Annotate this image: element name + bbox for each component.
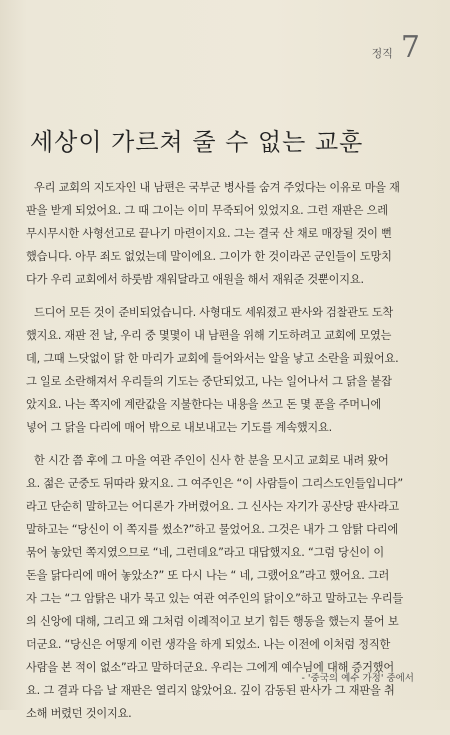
text-line: 그 일로 소란해져서 우리들의 기도는 중단되었고, 나는 일어나서 그 닭을 붙잡 — [26, 375, 392, 388]
paragraph-2 — [26, 301, 434, 439]
text-line: 았지요. 나는 쪽지에 계란값을 지불한다는 내용을 쓰고 돈 몇 푼을 주머니에 — [26, 398, 382, 411]
paragraph-1 — [26, 176, 434, 291]
text-line: 더군요. “당신은 어떻게 이런 생각을 하게 되었소. 나는 이전에 이처럼 정직한 — [26, 638, 391, 651]
text-line: 했지요. 재판 전 날, 우리 중 몇몇이 내 남편을 위해 기도하려고 교회에 모였는 — [26, 329, 392, 342]
text-line: 데, 그때 느닷없이 닭 한 마리가 교회에 들어와서는 알을 낳고 소란을 피웠어요. — [26, 352, 399, 365]
text-line: 넣어 그 닭을 다리에 매어 밖으로 내보내고는 기도를 계속했지요. — [26, 421, 332, 434]
text-line: 했습니다. 아무 죄도 없었는데 말이에요. 그이가 한 것이라곤 군인들이 도망치 — [26, 250, 392, 263]
section-label: 정직 — [371, 47, 393, 60]
text-line: 요. 젊은 군중도 뒤따라 왔지요. 그 여주인은 “이 사람들이 그리스도인들입니다” — [26, 477, 403, 490]
text-line: 말하고는 “당신이 이 쪽지를 썼소?”하고 물었어요. 그것은 내가 그 암탉 다리에 — [26, 523, 399, 536]
text-line: 라고 단순히 말하고는 어디론가 가버렸어요. 그 신사는 자기가 공산당 판사라고 — [26, 500, 399, 513]
body-text — [26, 176, 434, 735]
source-citation: - '중국의 예수 가정' 중에서 — [301, 673, 414, 684]
text-line: 드디어 모든 것이 준비되었습니다. 사형대도 세워졌고 판사와 검찰관도 도착 — [34, 306, 394, 319]
text-line: 우리 교회의 지도자인 내 남편은 국부군 병사를 숨겨 주었다는 이유로 마을 재 — [34, 181, 400, 194]
page-number: 7 — [400, 30, 420, 65]
text-line: 소해 버렸던 것이지요. — [26, 707, 132, 720]
text-line: 돈을 닭다리에 매어 놓았소?” 또 다시 나는 “ 네, 그랬어요”라고 했어요. 그러 — [26, 569, 390, 582]
text-line: 요. 그 결과 다음 날 재판은 열리지 않았어요. 깊이 감동된 판사가 그 재판을 취 — [26, 684, 395, 697]
text-line: 자 그는 “그 암탉은 내가 묵고 있는 여관 여주인의 닭이오”하고 말하고는 우리들 — [26, 592, 403, 605]
text-line: 다가 우리 교회에서 하룻밤 재워달라고 애원을 해서 재워준 것뿐이지요. — [26, 273, 364, 286]
page-header — [372, 30, 420, 65]
chapter-title: 세상이 가르쳐 줄 수 없는 교훈 — [30, 128, 364, 157]
text-line: 무시무시한 사형선고로 끝나기 마련이지요. 그는 결국 산 채로 매장될 것이 뻔 — [26, 227, 392, 240]
text-line: 사람을 본 적이 없소”라고 말하더군요. 우리는 그에게 예수님에 대해 증거했어 — [26, 661, 394, 674]
text-line: 의 신앙에 대해, 그리고 왜 그처럼 이례적이고 보기 힘든 행동을 했는지 물어 보 — [26, 615, 399, 628]
text-line: 묶어 놓았던 쪽지였으므로 “네, 그런데요”라고 대답했지요. “그럼 당신이 이 — [26, 546, 384, 559]
text-line: 판을 받게 되었어요. 그 때 그이는 이미 무죽되어 있었지요. 그런 재판은 으레 — [26, 204, 388, 217]
text-line: 한 시간 쯤 후에 그 마을 여관 주인이 신사 한 분을 모시고 교회로 내려 왔어 — [34, 454, 389, 467]
